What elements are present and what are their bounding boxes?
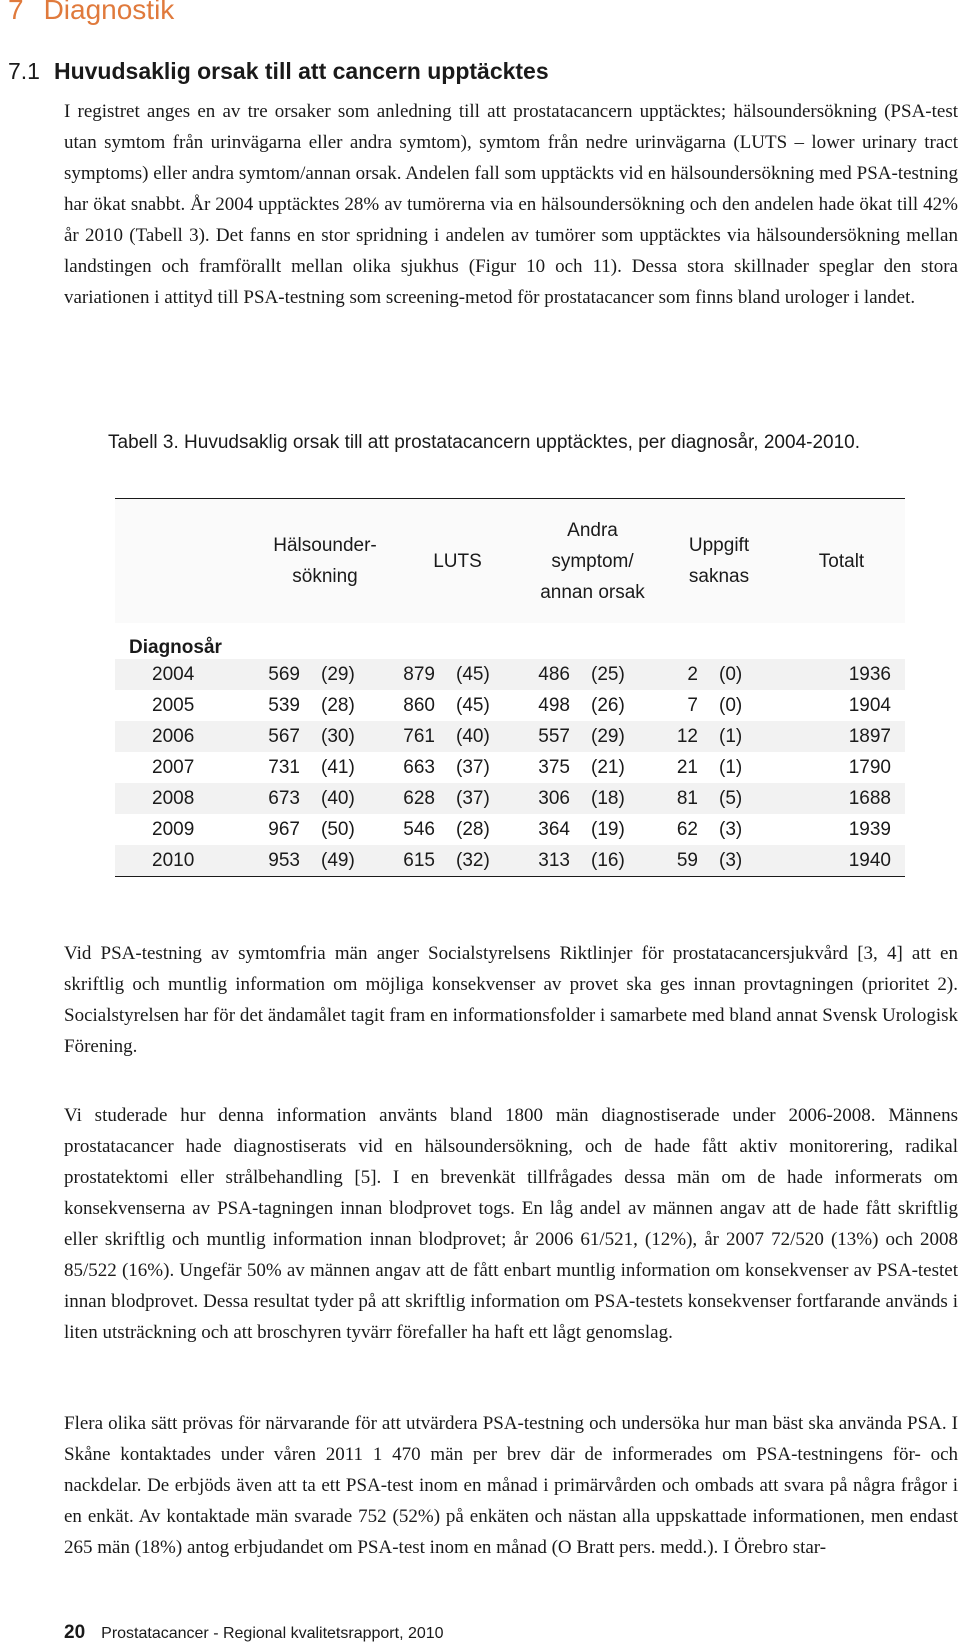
header-luts: LUTS bbox=[390, 499, 525, 624]
table-cell: 81 bbox=[660, 783, 698, 814]
table-row bbox=[115, 690, 905, 721]
table-cell: (45) bbox=[435, 659, 525, 690]
table-cell: 615 bbox=[390, 845, 435, 877]
chapter-title: Diagnostik bbox=[43, 0, 175, 25]
table-cell: (45) bbox=[456, 694, 490, 716]
table-cell: (0) bbox=[719, 694, 743, 716]
row-group-label: Diagnosår bbox=[129, 637, 222, 658]
table-cell: 546 bbox=[403, 818, 435, 840]
table-caption: Tabell 3. Huvudsaklig orsak till att prostatacancern upptäcktes, per diagnosår, 2004-2010. bbox=[108, 432, 861, 453]
table-cell: 306 bbox=[525, 783, 570, 814]
year-cell: 2005 bbox=[152, 694, 195, 716]
table-cell: 879 bbox=[390, 659, 435, 690]
table-cell: (18) bbox=[570, 783, 660, 814]
header-halsoundersokning: Hälsounder- sökning bbox=[260, 499, 390, 624]
header-uppgift-saknas: Uppgift saknas bbox=[660, 499, 778, 624]
table-cell: 364 bbox=[538, 818, 570, 840]
table-cell: (19) bbox=[591, 818, 625, 840]
paragraph-study: Vi studerade hur denna information använts bland 1800 män diagnostiserade under 2006-2008. Männens prostatacancer hade diagnostiserats vid en hälsoundersökning, och de hade fått aktiv monitorering, radikal prostatektomi eller strålbehandling [5]. I en brevenkät tillfrågades dessa män om de hade informerats om konsekvenserna av PSA-tagningen innan blodprovet togs. En låg andel av männen angav att de hade fått skriftlig eller skriftlig och muntlig information innan blodprovet; år 2006 61/521, (12%), år 2007 72/520 (13%) och 2008 85/522 (16%). Ungefär 50% av männen angav att de fått enbart muntlig information om konsekvenser av PSA-testet innan blodprovet. Dessa resultat tyder på att skriftlig information om PSA-testets konsekvenser fortfarande används i liten utsträckning och att broschyren tyvärr förefaller ha haft ett lågt genomslag. bbox=[64, 1105, 958, 1343]
table-cell: 1790 bbox=[848, 756, 891, 778]
table-cell: 59 bbox=[660, 845, 698, 877]
table-cell: (41) bbox=[321, 756, 355, 778]
table-cell: 953 bbox=[260, 845, 300, 877]
chapter-number: 7 bbox=[8, 0, 24, 25]
table-row bbox=[115, 783, 905, 814]
table-cell: (21) bbox=[591, 756, 625, 778]
table-cell: (37) bbox=[456, 756, 490, 778]
paragraph-skane: Flera olika sätt prövas för närvarande för att utvärdera PSA-testning och undersöka hur man bäst ska använda PSA. I Skåne kontaktades under våren 2011 1 470 män per brev där de informerades om PSA-testningens för- och nackdelar. De erbjöds även att ta ett PSA-test inom en månad i primärvården och ombads att svara på några frågor i en enkät. Av kontaktade män svarade 752 (52%) på enkäten och nästan alla uppskattade informationen, men endast 265 män (18%) antog erbjudandet om PSA-test inom en månad (O Bratt pers. medd.). I Örebro star- bbox=[64, 1413, 958, 1558]
table-cell: (25) bbox=[570, 659, 660, 690]
table-cell: 567 bbox=[260, 721, 300, 752]
table-cell: (37) bbox=[435, 783, 525, 814]
table-row bbox=[115, 752, 905, 783]
paragraph-intro: I registret anges en av tre orsaker som anledning till att prostatacancern upptäcktes; hälsoundersökning (PSA-test utan symtom från urinvägarna eller andra symtom), symtom från nedre urinvägarna (LUTS – lower urinary tract symptoms) eller andra symtom/annan orsak. Andelen fall som upptäckts vid en hälsoundersökning med PSA-testning har ökat snabbt. År 2004 upptäcktes 28% av tumörerna via en hälsoundersökning och den andelen hade ökat till 42% år 2010 (Tabell 3). Det fanns en stor spridning i andelen av tumörer som upptäcktes via hälsoundersökning mellan landstingen och framförallt mellan olika sjukhus (Figur 10 och 11). Dessa stora skillnader speglar den stora variationen i attityd till PSA-testning som screening-metod för prostatacancer som finns bland urologer i landet. bbox=[64, 101, 958, 308]
table-cell: 7 bbox=[687, 694, 698, 716]
table-cell: 486 bbox=[525, 659, 570, 690]
table-cell: 1939 bbox=[848, 818, 891, 840]
section-number: 7.1 bbox=[8, 58, 40, 84]
table-cell: (49) bbox=[300, 845, 390, 877]
table-cell: 539 bbox=[268, 694, 300, 716]
table-cell: 1897 bbox=[778, 721, 905, 752]
table-cell: (1) bbox=[719, 756, 743, 778]
table-row bbox=[115, 845, 905, 877]
table-cell: 1936 bbox=[778, 659, 905, 690]
year-cell: 2010 bbox=[115, 845, 260, 877]
table-cell: (32) bbox=[435, 845, 525, 877]
section-heading bbox=[8, 58, 549, 85]
data-table bbox=[115, 498, 905, 877]
table-cell: 1940 bbox=[778, 845, 905, 877]
table-cell: 1688 bbox=[778, 783, 905, 814]
table-cell: 569 bbox=[260, 659, 300, 690]
section-title: Huvudsaklig orsak till att cancern upptäcktes bbox=[53, 58, 549, 84]
table-cell: 12 bbox=[660, 721, 698, 752]
paragraph-guidelines: Vid PSA-testning av symtomfria män anger Socialstyrelsens Riktlinjer för prostatacancersjukvård [3, 4] att en skriftlig och muntlig information om möjliga konsekvenser av provet ska ges innan provtagningen (prioritet 2). Socialstyrelsen har för det ändamålet tagit fram en informationsfolder i samarbete med bland annat Svensk Urologisk Förening. bbox=[64, 943, 958, 1057]
table-cell: 557 bbox=[525, 721, 570, 752]
table-cell: 1904 bbox=[848, 694, 891, 716]
table-cell: 62 bbox=[676, 818, 698, 840]
table-cell: (28) bbox=[321, 694, 355, 716]
chapter-heading bbox=[8, 0, 174, 26]
year-cell: 2007 bbox=[152, 756, 195, 778]
table-cell: (29) bbox=[570, 721, 660, 752]
report-title: Prostatacancer - Regional kvalitetsrapport, 2010 bbox=[101, 1625, 444, 1642]
table-cell: 860 bbox=[403, 694, 435, 716]
table-cell: 21 bbox=[676, 756, 698, 778]
header-totalt: Totalt bbox=[778, 499, 905, 624]
table-row bbox=[115, 659, 905, 690]
table-cell: 628 bbox=[390, 783, 435, 814]
table-cell: (1) bbox=[698, 721, 778, 752]
table-cell: (30) bbox=[300, 721, 390, 752]
year-cell: 2008 bbox=[115, 783, 260, 814]
year-cell: 2006 bbox=[115, 721, 260, 752]
table-cell: 673 bbox=[260, 783, 300, 814]
table-cell: 313 bbox=[525, 845, 570, 877]
page-number: 20 bbox=[64, 1622, 86, 1643]
table-cell: 2 bbox=[660, 659, 698, 690]
header-andra-symptom: Andra symptom/ annan orsak bbox=[525, 499, 660, 624]
table-cell: (3) bbox=[698, 845, 778, 877]
table-cell: (3) bbox=[719, 818, 743, 840]
page-footer bbox=[64, 1622, 444, 1644]
table-cell: 498 bbox=[538, 694, 570, 716]
table-cell: (40) bbox=[300, 783, 390, 814]
table-cell: 967 bbox=[268, 818, 300, 840]
year-cell: 2009 bbox=[152, 818, 195, 840]
table-cell: (40) bbox=[435, 721, 525, 752]
table-cell: 731 bbox=[268, 756, 300, 778]
year-cell: 2004 bbox=[115, 659, 260, 690]
table-cell: (26) bbox=[591, 694, 625, 716]
table-row bbox=[115, 814, 905, 845]
table-cell: 375 bbox=[538, 756, 570, 778]
table-cell: (29) bbox=[300, 659, 390, 690]
table-cell: (28) bbox=[456, 818, 490, 840]
table-cell: (16) bbox=[570, 845, 660, 877]
table-cell: 761 bbox=[390, 721, 435, 752]
table-cell: (50) bbox=[321, 818, 355, 840]
table-row bbox=[115, 721, 905, 752]
table-cell: 663 bbox=[403, 756, 435, 778]
table-cell: (5) bbox=[698, 783, 778, 814]
table-cell: (0) bbox=[698, 659, 778, 690]
